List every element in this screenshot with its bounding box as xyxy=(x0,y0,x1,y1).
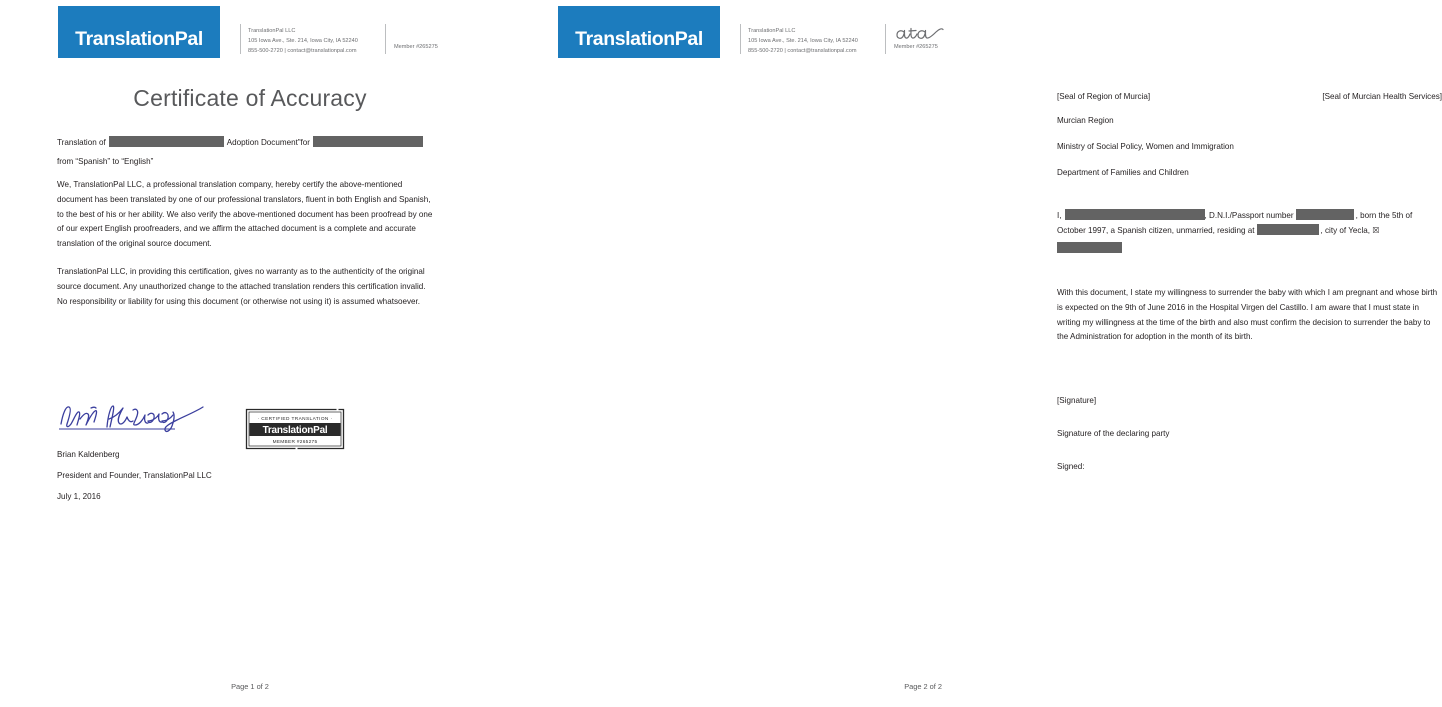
signatory-details xyxy=(57,444,437,507)
translation-subject-block xyxy=(57,136,437,170)
certification-paragraph-2: TranslationPal LLC, in providing this certification, gives no warranty as to the authenticity of the original source document. Any unauthorized change to the attached translation renders this certification invalid. No responsibility or liability for using this document (or otherwise not using it) is assumed whatsoever. xyxy=(57,266,426,306)
page-2 xyxy=(500,0,1442,707)
letterhead-divider-right xyxy=(885,24,886,54)
letterhead-divider-left xyxy=(740,24,741,54)
identity-city-text: , city of Yecla, ☒ xyxy=(1320,225,1380,235)
company-address: 105 Iowa Ave., Ste. 214, Iowa City, IA 52240 xyxy=(748,38,858,45)
declaration-paragraph: With this document, I state my willingness to surrender the baby with which I am pregnant and whose birth is expected on the 9th of June 2016 in the Hospital Virgen del Castillo. I am aware that I must state in writing my willingness at the time of the birth and also must confirm the decision to surrender the baby to the Administration for adoption in the month of its birth. xyxy=(1057,288,1438,342)
authority-ministry: Ministry of Social Policy, Women and Immigration xyxy=(1057,141,1234,151)
seal-placeholders-row xyxy=(1057,92,1442,101)
identity-prefix: I, xyxy=(1057,211,1062,220)
company-contact: 855-500-2720 | contact@translationpal.com xyxy=(248,48,357,55)
stamp-bottom-text: MEMBER #265275 xyxy=(272,440,318,445)
translation-subject-line-2: from “Spanish” to “English” xyxy=(57,156,154,166)
company-contact: 855-500-2720 | contact@translationpal.com xyxy=(748,48,857,55)
translationpal-logo xyxy=(558,6,720,58)
letterhead-page-1 xyxy=(58,6,456,58)
company-address: 105 Iowa Ave., Ste. 214, Iowa City, IA 52240 xyxy=(248,38,358,45)
letterhead-divider-left xyxy=(240,24,241,54)
handwritten-signature xyxy=(57,398,207,436)
certification-paragraphs xyxy=(57,178,437,322)
logo-wordmark: TranslationPal xyxy=(75,28,203,50)
authority-region: Murcian Region xyxy=(1057,116,1114,125)
company-name: TranslationPal LLC xyxy=(248,28,296,34)
letterhead-page-2 xyxy=(558,6,956,58)
authority-department: Department of Families and Children xyxy=(1057,167,1189,177)
ata-logo-icon xyxy=(894,24,946,43)
declarant-signature-block xyxy=(1057,394,1442,492)
signature-date: July 1, 2016 xyxy=(57,492,101,501)
signatory-name: Brian Kaldenberg xyxy=(57,450,120,459)
signature-placeholder: [Signature] xyxy=(1057,396,1097,405)
redaction-bar xyxy=(1257,224,1319,235)
company-name: TranslationPal LLC xyxy=(748,28,796,34)
stamp-top-text: · CERTIFIED TRANSLATION · xyxy=(257,417,333,422)
translation-of-label: Translation of xyxy=(57,138,106,147)
translation-subject-line-1 xyxy=(57,136,437,151)
certification-paragraph-1: We, TranslationPal LLC, a professional translation company, hereby certify the above-mentioned document has been translated by one of our professional translators, fluent in both English and Spanish, to the best of his or her ability. We also verify the above-mentioned document has been proofread by one of our expert English proofreaders, and we affirm the attached document is a complete and accurate translation of the original source document. xyxy=(57,180,433,249)
letterhead-address-block xyxy=(748,26,858,57)
redaction-bar xyxy=(1296,209,1354,220)
signature-caption: Signature of the declaring party xyxy=(1057,428,1170,438)
translationpal-logo xyxy=(58,6,220,58)
signatory-title: President and Founder, TranslationPal LLC xyxy=(57,471,212,480)
declaration-paragraph-wrapper xyxy=(1057,286,1442,358)
identity-birth-text: , born the 5th of October 1997, a Spanish citizen, unmarried, residing at xyxy=(1057,211,1413,235)
declarant-identity-paragraph xyxy=(1057,209,1442,253)
member-number-page-2: Member #265275 xyxy=(894,44,938,50)
redaction-bar xyxy=(1057,242,1122,253)
page-title: Certificate of Accuracy xyxy=(133,85,367,111)
issuing-authority-block xyxy=(1057,114,1442,191)
letterhead-address-block xyxy=(248,26,358,57)
member-number-page-1: Member #265275 xyxy=(394,44,438,50)
redaction-bar xyxy=(1065,209,1205,220)
page-2-footer: Page 2 of 2 xyxy=(904,682,942,691)
certified-translation-stamp xyxy=(245,408,345,450)
identity-passport-label: , D.N.I./Passport number xyxy=(1204,211,1294,220)
redaction-bar xyxy=(313,136,423,147)
adoption-document-label: Adoption Document”for xyxy=(226,138,310,147)
letterhead-divider-right xyxy=(385,24,386,54)
page-1 xyxy=(0,0,500,707)
seal-right-placeholder: [Seal of Murcian Health Services] xyxy=(1322,92,1442,101)
stamp-mid-text: TranslationPal xyxy=(262,425,328,436)
seal-left-placeholder: [Seal of Region of Murcia] xyxy=(1057,92,1151,101)
page-1-footer: Page 1 of 2 xyxy=(231,682,269,691)
redaction-bar xyxy=(109,136,224,147)
logo-wordmark: TranslationPal xyxy=(575,28,703,50)
signed-label: Signed: xyxy=(1057,461,1085,471)
